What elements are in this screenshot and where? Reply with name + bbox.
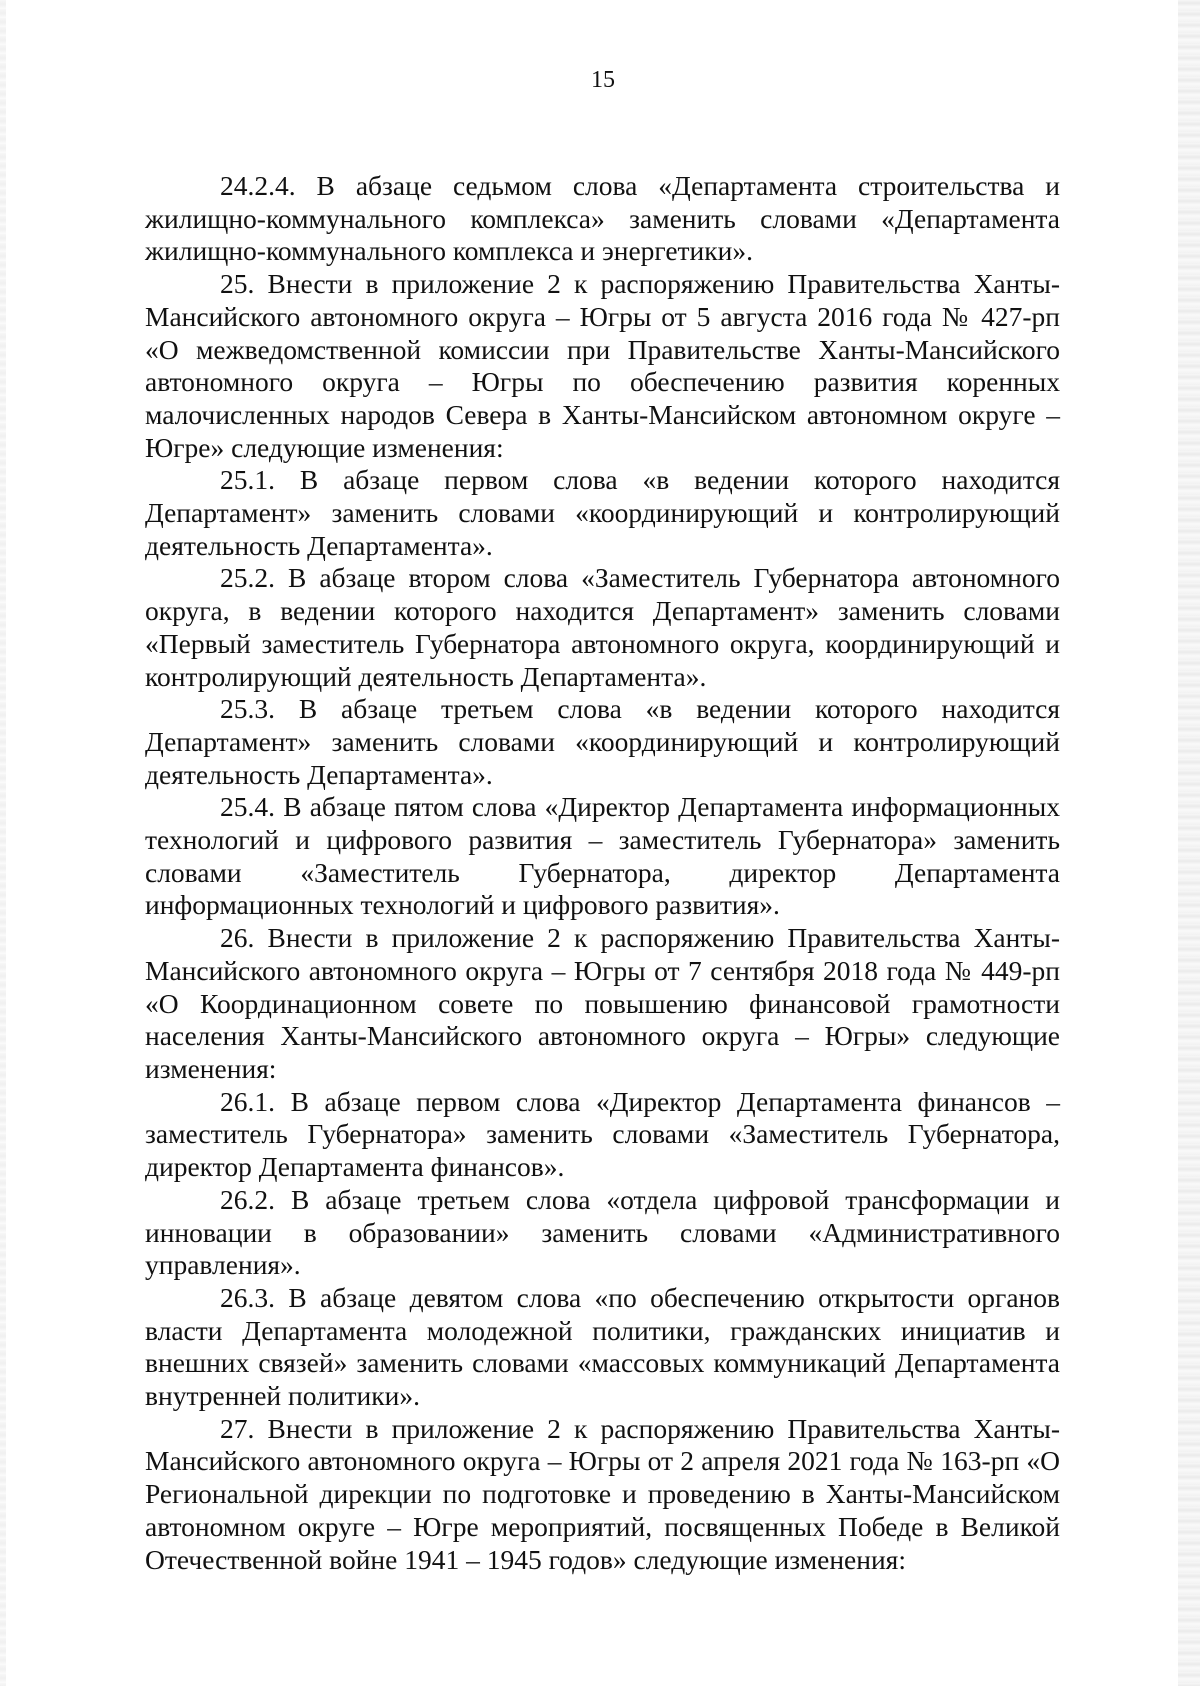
scan-edge-right <box>1178 0 1200 1686</box>
paragraph-24-2-4: 24.2.4. В абзаце седьмом слова «Департамента строительства и жилищно-коммунального комплекса» заменить словами «Департамента жилищно-коммунального комплекса и энергетики». <box>145 170 1060 267</box>
document-body <box>145 170 1060 1576</box>
paragraph-25: 25. Внести в приложение 2 к распоряжению Правительства Ханты-Мансийского автономного округа – Югры от 5 августа 2016 года № 427-рп «О межведомственной комиссии при Правительстве Ханты-Мансийского автономного округа – Югры по обеспечению развития коренных малочисленных народов Севера в Ханты-Мансийском автономном округе – Югре» следующие изменения: <box>145 268 1060 463</box>
paragraph-25-1: 25.1. В абзаце первом слова «в ведении которого находится Департамент» заменить словами «координирующий и контролирующий деятельность Департамента». <box>145 464 1060 561</box>
scan-edge-left <box>0 0 6 1686</box>
paragraph-26: 26. Внести в приложение 2 к распоряжению Правительства Ханты-Мансийского автономного округа – Югры от 7 сентября 2018 года № 449-рп «О Координационном совете по повышению финансовой грамотности населения Ханты-Мансийского автономного округа – Югры» следующие изменения: <box>145 922 1060 1084</box>
paragraph-27: 27. Внести в приложение 2 к распоряжению Правительства Ханты-Мансийского автономного округа – Югры от 2 апреля 2021 года № 163-рп «О Региональной дирекции по подготовке и проведению в Ханты-Мансийском автономном округе – Югре мероприятий, посвященных Победе в Великой Отечественной войне 1941 – 1945 годов» следующие изменения: <box>145 1412 1060 1575</box>
paragraph-25-2: 25.2. В абзаце втором слова «Заместитель Губернатора автономного округа, в ведении которого находится Департамент» заменить словами «Первый заместитель Губернатора автономного округа, координирующий и контролирующий деятельность Департамента». <box>145 562 1060 692</box>
paragraph-26-3: 26.3. В абзаце девятом слова «по обеспечению открытости органов власти Департамента молодежной политики, гражданских инициатив и внешних связей» заменить словами «массовых коммуникаций Департамента внутренней политики». <box>145 1281 1060 1412</box>
paragraph-25-3: 25.3. В абзаце третьем слова «в ведении которого находится Департамент» заменить словами «координирующий и контролирующий деятельность Департамента». <box>145 693 1060 790</box>
paragraph-25-4: 25.4. В абзаце пятом слова «Директор Департамента информационных технологий и цифрового развития – заместитель Губернатора» заменить словами «Заместитель Губернатора, директор Департамента информационных технологий и цифрового развития». <box>145 791 1060 921</box>
paragraph-26-1: 26.1. В абзаце первом слова «Директор Департамента финансов – заместитель Губернатора» заменить словами «Заместитель Губернатора, директор Департамента финансов». <box>145 1085 1060 1183</box>
page-number: 15 <box>591 67 615 93</box>
paragraph-26-2: 26.2. В абзаце третьем слова «отдела цифровой трансформации и инновации в образовании» заменить словами «Административного управления». <box>145 1183 1060 1281</box>
